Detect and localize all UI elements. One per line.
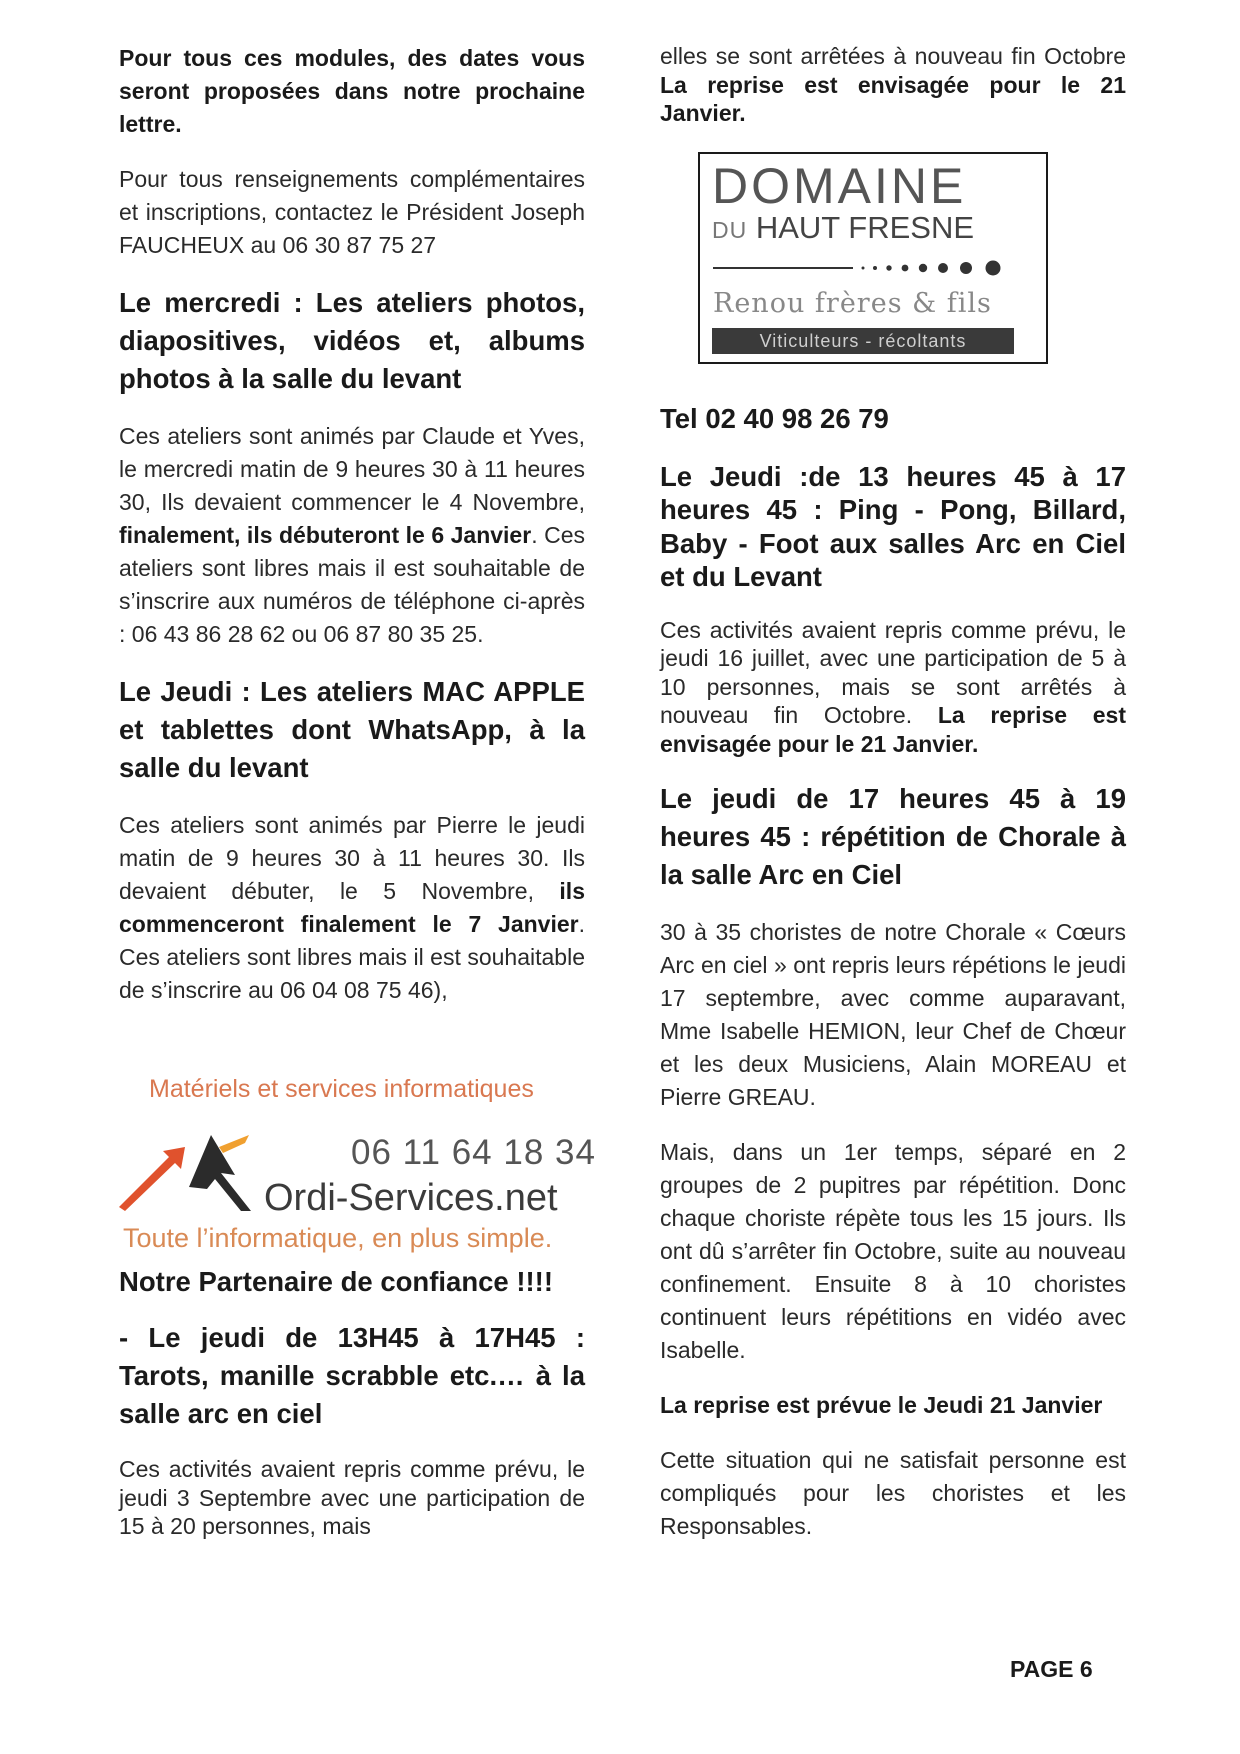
ad-slogan: Toute l’informatique, en plus simple.	[123, 1223, 553, 1253]
domaine-haut-fresne-logo	[698, 152, 1048, 364]
logo-line-renou: Renou frères & fils	[713, 287, 992, 319]
bold-run: La reprise est envisagée pour le 21 Janvier.	[660, 702, 1126, 757]
ordi-services-advert	[119, 1075, 596, 1259]
modules-dates-paragraph: Pour tous ces modules, des dates vous seront proposées dans notre prochaine lettre.	[119, 45, 585, 137]
bold-run: finalement, ils débuteront le 6 Janvier	[119, 522, 532, 548]
text-run: Ces activités avaient repris comme prévu, le jeudi 16 juillet, avec une participation de 5 à 10 personnes, mais se sont arrêtés à nouveau fin Octobre.	[660, 616, 1126, 728]
text-run: . Ces ateliers sont libres mais il est souhaitable de s’inscrire au 06 04 08 75 46),	[119, 911, 585, 1003]
heading-jeudi-ping-pong: Le Jeudi :de 13 heures 45 à 17 heures 45 : Ping - Pong, Billard, Baby - Foot aux salles Arc en Ciel et du Levant	[660, 460, 1126, 592]
continuation-paragraph	[660, 42, 1126, 128]
logo-line-haut-fresne	[712, 210, 974, 248]
heading-jeudi-mac: Le Jeudi : Les ateliers MAC APPLE et tablettes dont WhatsApp, à la salle du levant	[119, 676, 585, 783]
chorale-groups-paragraph: Mais, dans un 1er temps, séparé en 2 groupes de 2 pupitres par répétition. Donc chaque choriste répète tous les 15 jours. Ils ont dû s’arrêter fin Octobre, suite au nouveau confinement. Ensuite 8 à 10 choristes continuent leurs répétitions en vidéo avec Isabelle.	[660, 1139, 1126, 1363]
logo-line-domaine: DOMAINE	[712, 157, 967, 214]
tarots-paragraph: Ces activités avaient repris comme prévu, le jeudi 3 Septembre avec une participation de 15 à 20 personnes, mais	[119, 1456, 585, 1539]
situation-paragraph: Cette situation qui ne satisfait personne est compliqués pour les choristes et les Responsables.	[660, 1447, 1126, 1539]
heading-jeudi-tarots: - Le jeudi de 13H45 à 17H45 : Tarots, manille scrabble etc.… à la salle arc en ciel	[119, 1322, 585, 1429]
bold-run: ils commenceront finalement le 7 Janvier	[119, 878, 585, 937]
left-column	[119, 42, 596, 1541]
heading-mercredi-photos: Le mercredi : Les ateliers photos, diapositives, vidéos et, albums photos à la salle du levant	[119, 287, 585, 394]
mac-workshop-paragraph	[119, 809, 585, 1007]
ad-tagline: Matériels et services informatiques	[149, 1075, 534, 1103]
page-number: PAGE 6	[1010, 1656, 1093, 1682]
bold-run: La reprise est envisagée pour le 21 Janvier.	[660, 71, 1126, 126]
arrow-logo-icon	[119, 1127, 269, 1211]
logo-bar: Viticulteurs - récoltants	[712, 328, 1014, 354]
photos-workshop-paragraph	[119, 420, 585, 651]
heading-chorale: Le jeudi de 17 heures 45 à 19 heures 45 : répétition de Chorale à la salle Arc en Ciel	[660, 783, 1126, 890]
text-run: . Ces ateliers sont libres mais il est souhaitable de s’inscrire aux numéros de téléphone ci-après : 06 43 86 28 62 ou 06 87 80 35 25.	[119, 522, 585, 647]
chorale-paragraph: 30 à 35 choristes de notre Chorale « Cœurs Arc en ciel » ont repris leurs répétions le jeudi 17 septembre, avec comme auparavant, Mme Isabelle HEMION, leur Chef de Chœur et les deux Musiciens, Alain MOREAU et Pierre GREAU.	[660, 919, 1126, 1110]
logo-haut-fresne: HAUT FRESNE	[755, 209, 975, 245]
text-run: Ces ateliers sont animés par Claude et Yves, le mercredi matin de 9 heures 30 à 11 heures 30, Ils devaient commencer le 4 Novembre,	[119, 423, 585, 515]
dotted-line-icon	[713, 260, 1013, 276]
logo-du: DU	[712, 216, 748, 243]
text-run: Ces ateliers sont animés par Pierre le jeudi matin de 9 heures 30 à 11 heures 30. Ils devaient débuter, le 5 Novembre,	[119, 812, 585, 904]
chorale-reprise: La reprise est prévue le Jeudi 21 Janvier	[660, 1392, 1103, 1418]
phone-heading: Tel 02 40 98 26 79	[660, 402, 889, 434]
ad-company-name: Ordi-Services.net	[264, 1177, 558, 1219]
ping-pong-paragraph	[660, 616, 1126, 759]
contact-paragraph: Pour tous renseignements complémentaires et inscriptions, contactez le Président Joseph FAUCHEUX au 06 30 87 75 27	[119, 166, 585, 258]
text-run: elles se sont arrêtées à nouveau fin Octobre	[660, 43, 1126, 69]
partner-line: Notre Partenaire de confiance !!!!	[119, 1266, 553, 1297]
right-column	[660, 42, 1126, 1543]
ad-phone: 06 11 64 18 34	[351, 1133, 596, 1172]
